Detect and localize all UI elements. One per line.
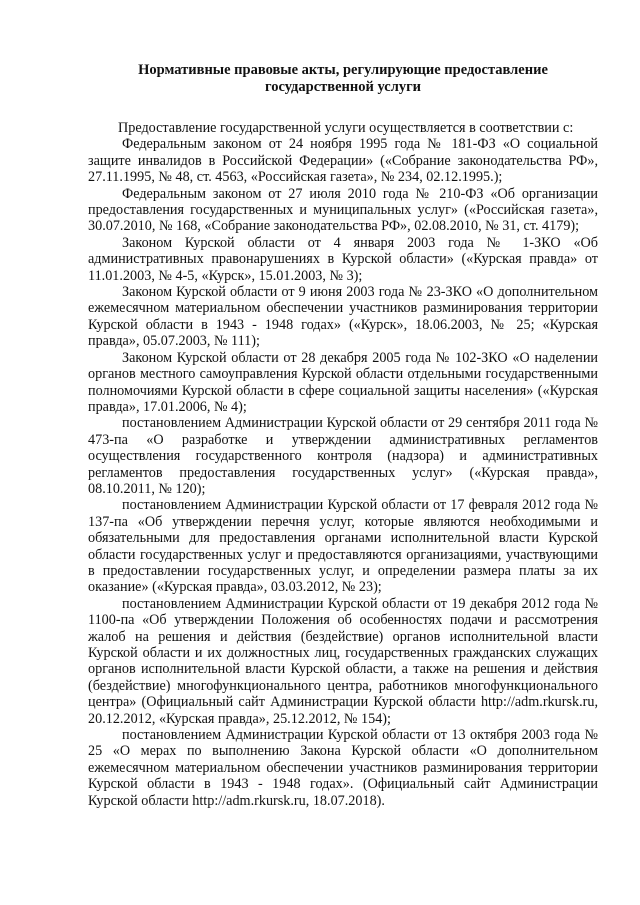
title-line-2: государственной услуги: [264, 79, 422, 95]
resolution-paragraph-25: постановлением Администрации Курской области от 13 октября 2003 года № 25 «О мерах по выполнению Закона Курской области «О дополнительном ежемесячном материальном обеспечении участников разминирования территории Курской области в 1943 - 1948 годах». (Официальный сайт Администрации Курской области http://adm.rkursk.ru, 18.07.2018).: [88, 727, 598, 809]
law-paragraph-181-fz: Федеральным законом от 24 ноября 1995 года № 181-ФЗ «О социальной защите инвалидов в Российской Федерации» («Собрание законодательства РФ», 27.11.1995, № 48, ст. 4563, «Российская газета», № 234, 02.12.1995.);: [88, 136, 598, 186]
title-line-1: Нормативные правовые акты, регулирующие предоставление: [138, 62, 548, 78]
resolution-paragraph-473-pa: постановлением Администрации Курской области от 29 сентября 2011 года № 473-па «О разработке и утверждении административных регламентов осуществления государственного контроля (надзора) и административных регламентов предоставления государственных услуг» («Курская правда», 08.10.2011, № 120);: [88, 415, 598, 497]
law-paragraph-102-zko: Законом Курской области от 28 декабря 2005 года № 102-ЗКО «О наделении органов местного самоуправления Курской области отдельными государственными полномочиями Курской области в сфере социальной защиты населения» («Курская правда», 17.01.2006, № 4);: [88, 349, 598, 415]
law-paragraph-1-zko: Законом Курской области от 4 января 2003 года № 1-ЗКО «Об административных правонарушениях в Курской области» («Курская правда» от 11.01.2003, № 4-5, «Курск», 15.01.2003, № 3);: [88, 234, 598, 284]
resolution-paragraph-1100-pa: постановлением Администрации Курской области от 19 декабря 2012 года № 1100-па «Об утверждении Положения об особенностях подачи и рассмотрения жалоб на решения и действия (бездействие) органов исполнительной власти Курской области и их должностных лиц, государственных гражданских служащих органов исполнительной власти Курской области, а также на решения и действия (бездействие) многофункционального центра, работников многофункционального центра» (Официальный сайт Администрации Курской области http://adm.rkursk.ru, 20.12.2012, «Курская правда», 25.12.2012, № 154);: [88, 595, 598, 727]
intro-paragraph: Предоставление государственной услуги осуществляется в соответствии с:: [118, 120, 574, 136]
law-paragraph-210-fz: Федеральным законом от 27 июля 2010 года № 210-ФЗ «Об организации предоставления государственных и муниципальных услуг» («Российская газета», 30.07.2010, № 168, «Собрание законодательства РФ», 02.08.2010, № 31, ст. 4179);: [88, 185, 598, 235]
document-page: [88, 62, 598, 809]
law-paragraph-23-zko: Законом Курской области от 9 июня 2003 года № 23-ЗКО «О дополнительном ежемесячном материальном обеспечении участников разминирования территории Курской области в 1943 - 1948 годах» («Курск», 18.06.2003, № 25; «Курская правда», 05.07.2003, № 111);: [88, 284, 598, 350]
document-title: [88, 62, 598, 96]
resolution-paragraph-137-pa: постановлением Администрации Курской области от 17 февраля 2012 года № 137-па «Об утверждении перечня услуг, которые являются необходимыми и обязательными для предоставления органами исполнительной власти Курской области государственных услуг и предоставляются организациями, участвующими в предоставлении государственных услуг, и определении размера платы за их оказание» («Курская правда», 03.03.2012, № 23);: [88, 497, 598, 596]
